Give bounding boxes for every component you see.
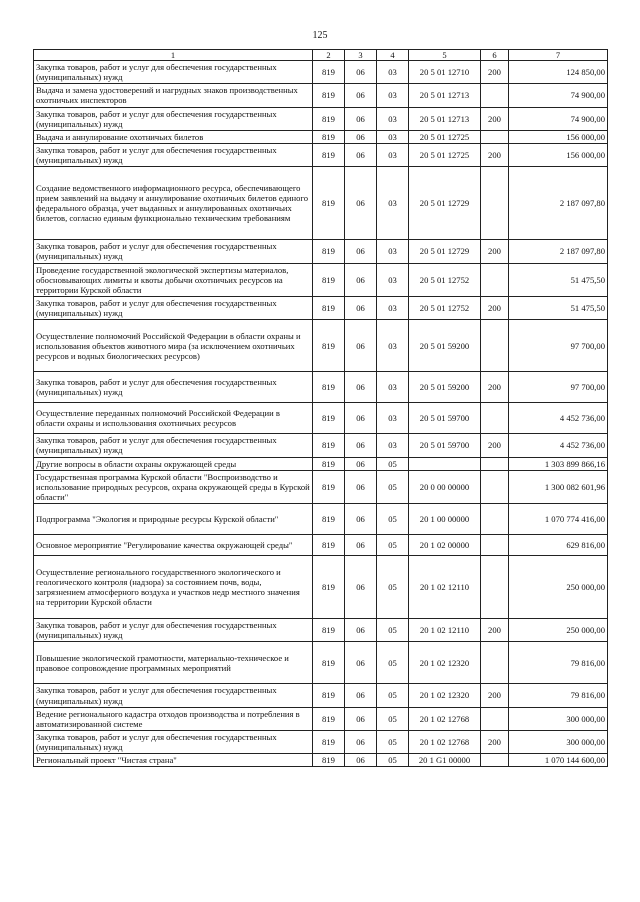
item-section: 06 — [345, 642, 377, 684]
item-code: 819 — [313, 457, 345, 470]
item-type: 200 — [481, 372, 509, 403]
table-row — [34, 144, 608, 167]
item-subsection: 03 — [377, 84, 409, 107]
item-amount: 79 816,00 — [509, 684, 608, 707]
item-type — [481, 754, 509, 767]
table-row — [34, 754, 608, 767]
item-type — [481, 263, 509, 296]
item-amount: 2 187 097,80 — [509, 167, 608, 240]
item-subsection: 03 — [377, 263, 409, 296]
item-type — [481, 642, 509, 684]
item-type — [481, 130, 509, 143]
item-type: 200 — [481, 730, 509, 753]
col-header: 7 — [509, 50, 608, 61]
item-target: 20 1 02 12320 — [409, 642, 481, 684]
budget-table — [33, 49, 608, 767]
item-type: 200 — [481, 684, 509, 707]
item-name: Закупка товаров, работ и услуг для обеспечения государственных (муниципальных) нужд — [34, 730, 313, 753]
item-code: 819 — [313, 504, 345, 535]
item-name: Создание ведомственного информационного ресурса, обеспечивающего прием заявлений на выдачу и аннулирование охотничьих билетов единого федерального образца, учет выданных и аннулированных охотничьих билетов, согласно единым функционально техническим требованиям — [34, 167, 313, 240]
item-name: Закупка товаров, работ и услуг для обеспечения государственных (муниципальных) нужд — [34, 107, 313, 130]
item-amount: 74 900,00 — [509, 107, 608, 130]
table-row — [34, 167, 608, 240]
item-amount: 97 700,00 — [509, 372, 608, 403]
item-code: 819 — [313, 754, 345, 767]
item-section: 06 — [345, 144, 377, 167]
item-code: 819 — [313, 642, 345, 684]
table-row — [34, 107, 608, 130]
item-subsection: 03 — [377, 130, 409, 143]
table-row — [34, 240, 608, 263]
item-section: 06 — [345, 707, 377, 730]
item-subsection: 05 — [377, 754, 409, 767]
table-row — [34, 84, 608, 107]
item-amount: 250 000,00 — [509, 619, 608, 642]
item-name: Основное мероприятие "Регулирование качества окружающей среды" — [34, 535, 313, 556]
table-row — [34, 556, 608, 619]
col-header: 3 — [345, 50, 377, 61]
item-amount: 51 475,50 — [509, 296, 608, 319]
item-section: 06 — [345, 84, 377, 107]
item-subsection: 03 — [377, 167, 409, 240]
col-header: 6 — [481, 50, 509, 61]
item-type: 200 — [481, 240, 509, 263]
item-code: 819 — [313, 84, 345, 107]
item-section: 06 — [345, 167, 377, 240]
item-amount: 74 900,00 — [509, 84, 608, 107]
item-code: 819 — [313, 240, 345, 263]
item-amount: 156 000,00 — [509, 130, 608, 143]
item-amount: 1 300 082 601,96 — [509, 470, 608, 503]
item-subsection: 05 — [377, 707, 409, 730]
item-subsection: 05 — [377, 619, 409, 642]
item-subsection: 05 — [377, 556, 409, 619]
item-subsection: 05 — [377, 457, 409, 470]
item-name: Закупка товаров, работ и услуг для обеспечения государственных (муниципальных) нужд — [34, 144, 313, 167]
table-body — [34, 61, 608, 767]
item-amount: 124 850,00 — [509, 61, 608, 84]
item-subsection: 03 — [377, 296, 409, 319]
item-subsection: 03 — [377, 144, 409, 167]
item-section: 06 — [345, 61, 377, 84]
table-row — [34, 535, 608, 556]
item-target: 20 5 01 12729 — [409, 167, 481, 240]
item-amount: 629 816,00 — [509, 535, 608, 556]
item-target: 20 1 02 00000 — [409, 535, 481, 556]
item-type: 200 — [481, 296, 509, 319]
table-row — [34, 296, 608, 319]
table-row — [34, 470, 608, 503]
item-target: 20 1 02 12110 — [409, 556, 481, 619]
item-type: 200 — [481, 107, 509, 130]
item-subsection: 05 — [377, 730, 409, 753]
item-name: Выдача и замена удостоверений и нагрудных знаков производственных охотничьих инспекторов — [34, 84, 313, 107]
item-subsection: 05 — [377, 504, 409, 535]
item-section: 06 — [345, 372, 377, 403]
item-type: 200 — [481, 619, 509, 642]
item-code: 819 — [313, 263, 345, 296]
item-code: 819 — [313, 144, 345, 167]
item-name: Осуществление регионального государственного экологического и геологического контроля (надзора) за состоянием почв, воды, загрязнением атмосферного воздуха и участков недр местного значения на территории Курской области — [34, 556, 313, 619]
item-type: 200 — [481, 434, 509, 457]
item-name: Повышение экологической грамотности, материально-техническое и правовое сопровождение программных мероприятий — [34, 642, 313, 684]
item-code: 819 — [313, 403, 345, 434]
item-subsection: 03 — [377, 403, 409, 434]
item-section: 06 — [345, 619, 377, 642]
table-row — [34, 320, 608, 372]
item-section: 06 — [345, 457, 377, 470]
item-subsection: 05 — [377, 535, 409, 556]
col-header: 5 — [409, 50, 481, 61]
item-target: 20 0 00 00000 — [409, 470, 481, 503]
item-target: 20 5 01 12752 — [409, 296, 481, 319]
item-amount: 300 000,00 — [509, 730, 608, 753]
item-target: 20 5 01 12725 — [409, 144, 481, 167]
item-section: 06 — [345, 434, 377, 457]
item-subsection: 03 — [377, 320, 409, 372]
item-code: 819 — [313, 372, 345, 403]
item-amount: 51 475,50 — [509, 263, 608, 296]
item-name: Закупка товаров, работ и услуг для обеспечения государственных (муниципальных) нужд — [34, 240, 313, 263]
item-type: 200 — [481, 144, 509, 167]
item-target: 20 5 01 12710 — [409, 61, 481, 84]
item-name: Закупка товаров, работ и услуг для обеспечения государственных (муниципальных) нужд — [34, 434, 313, 457]
item-name: Государственная программа Курской области "Воспроизводство и использование природных ресурсов, охрана окружающей среды в Курской области" — [34, 470, 313, 503]
table-row — [34, 130, 608, 143]
item-amount: 1 303 899 866,16 — [509, 457, 608, 470]
item-amount: 4 452 736,00 — [509, 434, 608, 457]
item-target: 20 5 01 12713 — [409, 84, 481, 107]
item-code: 819 — [313, 730, 345, 753]
item-amount: 300 000,00 — [509, 707, 608, 730]
item-amount: 1 070 774 416,00 — [509, 504, 608, 535]
item-target: 20 5 01 59700 — [409, 434, 481, 457]
item-section: 06 — [345, 535, 377, 556]
item-code: 819 — [313, 107, 345, 130]
item-amount: 4 452 736,00 — [509, 403, 608, 434]
item-code: 819 — [313, 320, 345, 372]
item-section: 06 — [345, 684, 377, 707]
item-type — [481, 470, 509, 503]
header-row — [34, 50, 608, 61]
item-target: 20 5 01 59200 — [409, 320, 481, 372]
item-type — [481, 707, 509, 730]
item-section: 06 — [345, 296, 377, 319]
item-subsection: 03 — [377, 107, 409, 130]
item-code: 819 — [313, 296, 345, 319]
item-name: Выдача и аннулирование охотничьих билетов — [34, 130, 313, 143]
table-row — [34, 642, 608, 684]
item-target: 20 5 01 59200 — [409, 372, 481, 403]
item-code: 819 — [313, 61, 345, 84]
table-row — [34, 504, 608, 535]
item-name: Закупка товаров, работ и услуг для обеспечения государственных (муниципальных) нужд — [34, 619, 313, 642]
item-target: 20 1 02 12768 — [409, 707, 481, 730]
table-row — [34, 403, 608, 434]
item-target — [409, 457, 481, 470]
item-amount: 79 816,00 — [509, 642, 608, 684]
item-name: Закупка товаров, работ и услуг для обеспечения государственных (муниципальных) нужд — [34, 296, 313, 319]
item-code: 819 — [313, 130, 345, 143]
item-name: Закупка товаров, работ и услуг для обеспечения государственных (муниципальных) нужд — [34, 61, 313, 84]
item-section: 06 — [345, 754, 377, 767]
item-type: 200 — [481, 61, 509, 84]
item-section: 06 — [345, 403, 377, 434]
item-subsection: 05 — [377, 684, 409, 707]
item-name: Закупка товаров, работ и услуг для обеспечения государственных (муниципальных) нужд — [34, 372, 313, 403]
item-code: 819 — [313, 619, 345, 642]
item-section: 06 — [345, 504, 377, 535]
table-row — [34, 684, 608, 707]
table-row — [34, 730, 608, 753]
item-name: Закупка товаров, работ и услуг для обеспечения государственных (муниципальных) нужд — [34, 684, 313, 707]
item-name: Осуществление полномочий Российской Федерации в области охраны и использования объектов животного мира (за исключением охотничьих ресурсов и водных биологических ресурсов) — [34, 320, 313, 372]
col-header: 2 — [313, 50, 345, 61]
item-subsection: 03 — [377, 240, 409, 263]
item-target: 20 5 01 12713 — [409, 107, 481, 130]
item-code: 819 — [313, 684, 345, 707]
item-code: 819 — [313, 535, 345, 556]
item-target: 20 1 02 12110 — [409, 619, 481, 642]
item-type — [481, 403, 509, 434]
item-name: Региональный проект "Чистая страна" — [34, 754, 313, 767]
item-subsection: 05 — [377, 470, 409, 503]
item-section: 06 — [345, 107, 377, 130]
item-amount: 250 000,00 — [509, 556, 608, 619]
item-type — [481, 504, 509, 535]
item-subsection: 05 — [377, 642, 409, 684]
item-name: Другие вопросы в области охраны окружающей среды — [34, 457, 313, 470]
item-name: Подпрограмма "Экология и природные ресурсы Курской области" — [34, 504, 313, 535]
item-amount: 97 700,00 — [509, 320, 608, 372]
item-code: 819 — [313, 167, 345, 240]
table-row — [34, 707, 608, 730]
table-row — [34, 434, 608, 457]
col-header: 1 — [34, 50, 313, 61]
table-row — [34, 457, 608, 470]
table-row — [34, 263, 608, 296]
item-type — [481, 535, 509, 556]
item-amount: 2 187 097,80 — [509, 240, 608, 263]
item-section: 06 — [345, 263, 377, 296]
item-target: 20 5 01 12729 — [409, 240, 481, 263]
item-name: Ведение регионального кадастра отходов производства и потребления в автоматизированной системе — [34, 707, 313, 730]
item-target: 20 5 01 12752 — [409, 263, 481, 296]
page-number: 125 — [312, 30, 328, 41]
item-target: 20 5 01 12725 — [409, 130, 481, 143]
item-amount: 1 070 144 600,00 — [509, 754, 608, 767]
item-section: 06 — [345, 240, 377, 263]
item-subsection: 03 — [377, 434, 409, 457]
item-subsection: 03 — [377, 61, 409, 84]
item-section: 06 — [345, 320, 377, 372]
item-code: 819 — [313, 434, 345, 457]
item-code: 819 — [313, 470, 345, 503]
item-target: 20 1 02 12768 — [409, 730, 481, 753]
item-code: 819 — [313, 556, 345, 619]
item-type — [481, 556, 509, 619]
item-target: 20 1 00 00000 — [409, 504, 481, 535]
item-subsection: 03 — [377, 372, 409, 403]
col-header: 4 — [377, 50, 409, 61]
item-type — [481, 167, 509, 240]
item-target: 20 1 02 12320 — [409, 684, 481, 707]
item-code: 819 — [313, 707, 345, 730]
item-section: 06 — [345, 470, 377, 503]
item-section: 06 — [345, 130, 377, 143]
item-name: Проведение государственной экологической экспертизы материалов, обосновывающих лимиты и квоты добычи охотничьих ресурсов на территории Курской области — [34, 263, 313, 296]
item-section: 06 — [345, 556, 377, 619]
item-name: Осуществление переданных полномочий Российской Федерации в области охраны и использования охотничьих ресурсов — [34, 403, 313, 434]
item-type — [481, 320, 509, 372]
item-type — [481, 84, 509, 107]
table-row — [34, 619, 608, 642]
table-row — [34, 61, 608, 84]
item-amount: 156 000,00 — [509, 144, 608, 167]
item-target: 20 1 G1 00000 — [409, 754, 481, 767]
item-section: 06 — [345, 730, 377, 753]
item-type — [481, 457, 509, 470]
item-target: 20 5 01 59700 — [409, 403, 481, 434]
table-row — [34, 372, 608, 403]
